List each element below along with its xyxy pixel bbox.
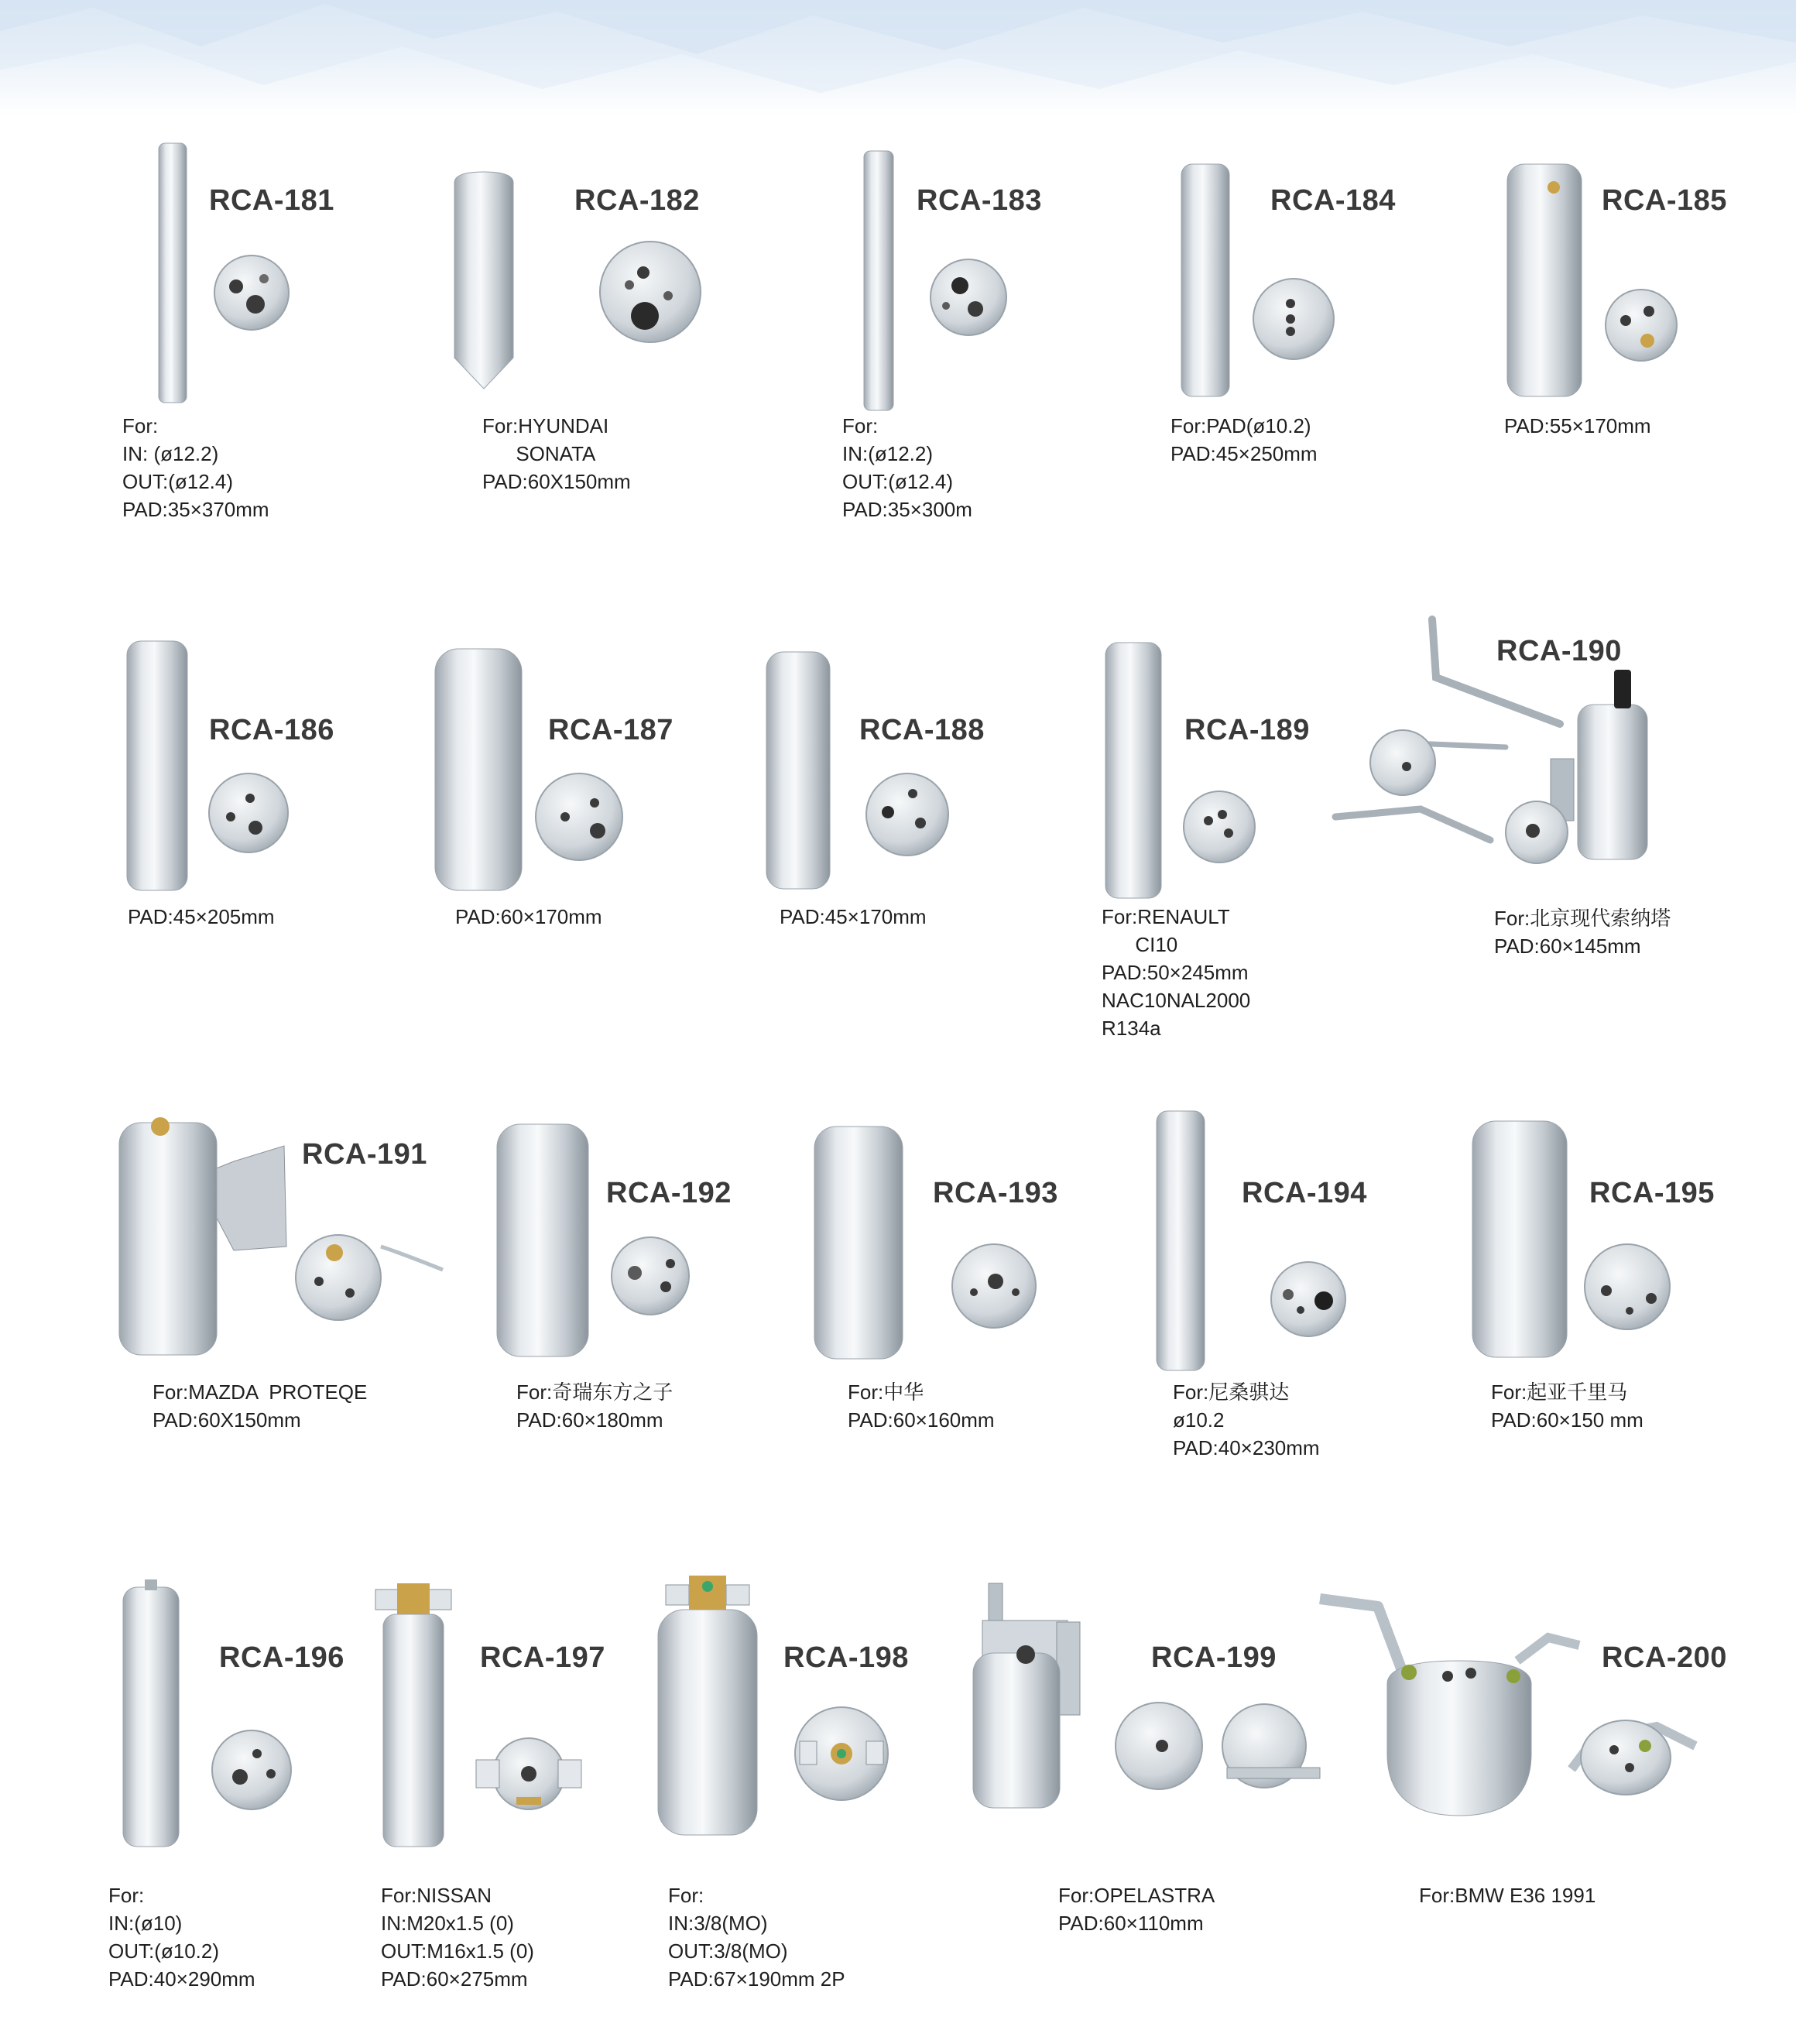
product-specs: For: IN:3/8(MO) OUT:3/8(MO) PAD:67×190mm 2P (668, 1884, 845, 1991)
end-cap-view (793, 1706, 889, 1802)
product-code: RCA-185 (1602, 184, 1727, 217)
product-code: RCA-184 (1270, 184, 1396, 217)
product-specs: PAD:60×170mm (455, 905, 602, 928)
product-specs: For:北京现代索纳塔 PAD:60×145mm (1494, 907, 1671, 958)
product-specs: PAD:45×170mm (780, 905, 927, 928)
end-cap-view (1583, 1243, 1671, 1331)
end-cap-view (598, 240, 703, 345)
receiver-drier-image (861, 151, 896, 410)
product-code: RCA-199 (1151, 1641, 1277, 1674)
receiver-drier-image (972, 1583, 1328, 1816)
receiver-drier-image (122, 1579, 180, 1847)
end-cap-view (929, 258, 1008, 337)
product-specs: PAD:55×170mm (1504, 414, 1651, 437)
end-cap-view (1252, 277, 1335, 361)
end-cap-view (211, 1729, 293, 1811)
receiver-drier-image (453, 172, 515, 389)
mountain-decoration (0, 0, 1796, 116)
end-cap-view (951, 1243, 1037, 1329)
end-cap-view (207, 772, 290, 854)
receiver-drier-image (1104, 643, 1163, 898)
product-specs: For:起亚千里马 PAD:60×150 mm (1491, 1380, 1643, 1432)
product-specs: For: IN: (ø12.2) OUT:(ø12.4) PAD:35×370mm (122, 414, 269, 521)
product-code: RCA-187 (548, 714, 674, 746)
product-specs: For:RENAULT CI10 PAD:50×245mm NAC10NAL2000 R134a (1102, 905, 1251, 1040)
product-code: RCA-196 (219, 1641, 344, 1674)
receiver-drier-image (813, 1127, 904, 1359)
product-specs: For:中华 PAD:60×160mm (848, 1380, 995, 1432)
product-specs: For:NISSAN IN:M20x1.5 (0) OUT:M16x1.5 (0) PAD:60×275mm (381, 1884, 534, 1991)
product-code: RCA-195 (1589, 1177, 1715, 1209)
end-cap-view (213, 254, 290, 331)
receiver-drier-image (1316, 1591, 1703, 1823)
product-code: RCA-198 (783, 1641, 909, 1674)
receiver-drier-image (765, 652, 831, 889)
product-code: RCA-189 (1184, 714, 1310, 746)
product-specs: For:尼桑骐达 ø10.2 PAD:40×230mm (1173, 1380, 1320, 1459)
product-specs: For:PAD(ø10.2) PAD:45×250mm (1170, 414, 1318, 465)
receiver-drier-image (1506, 164, 1583, 396)
product-specs: For:OPELASTRA PAD:60×110mm (1058, 1884, 1215, 1935)
product-specs: For: IN:(ø12.2) OUT:(ø12.4) PAD:35×300m (842, 414, 972, 521)
receiver-drier-image (125, 641, 189, 890)
product-specs: For:BMW E36 1991 (1419, 1884, 1596, 1907)
product-code: RCA-186 (209, 714, 334, 746)
receiver-drier-image (1471, 1121, 1568, 1357)
end-cap-view (610, 1236, 691, 1316)
end-cap-view (534, 772, 624, 862)
product-specs: For: IN:(ø10) OUT:(ø10.2) PAD:40×290mm (108, 1884, 255, 1991)
receiver-drier-image (375, 1583, 453, 1847)
end-cap-view (1604, 288, 1678, 362)
product-code: RCA-191 (302, 1138, 427, 1171)
header-banner (0, 0, 1796, 116)
end-cap-view (1270, 1260, 1347, 1338)
receiver-drier-image (1155, 1111, 1206, 1370)
product-code: RCA-192 (606, 1177, 732, 1209)
product-code: RCA-183 (917, 184, 1042, 217)
end-cap-view (865, 772, 950, 857)
product-specs: PAD:45×205mm (128, 905, 275, 928)
product-code: RCA-194 (1242, 1177, 1367, 1209)
receiver-drier-image (1180, 164, 1231, 396)
product-code: RCA-193 (933, 1177, 1058, 1209)
end-cap-view (476, 1737, 581, 1811)
receiver-drier-image (434, 649, 523, 890)
product-specs: For:MAZDA PROTEQE PAD:60X150mm (153, 1380, 368, 1432)
product-code: RCA-188 (859, 714, 985, 746)
product-code: RCA-200 (1602, 1641, 1727, 1674)
product-code: RCA-190 (1496, 635, 1622, 667)
product-code: RCA-182 (574, 184, 700, 217)
product-specs: For:奇瑞东方之子 PAD:60×180mm (516, 1380, 674, 1432)
receiver-drier-image (656, 1576, 759, 1835)
product-code: RCA-197 (480, 1641, 605, 1674)
product-code: RCA-181 (209, 184, 334, 217)
receiver-drier-image (495, 1124, 590, 1356)
end-cap-view (1182, 790, 1256, 864)
product-specs: For:HYUNDAI SONATA PAD:60X150mm (482, 414, 631, 493)
receiver-drier-image (155, 143, 194, 403)
